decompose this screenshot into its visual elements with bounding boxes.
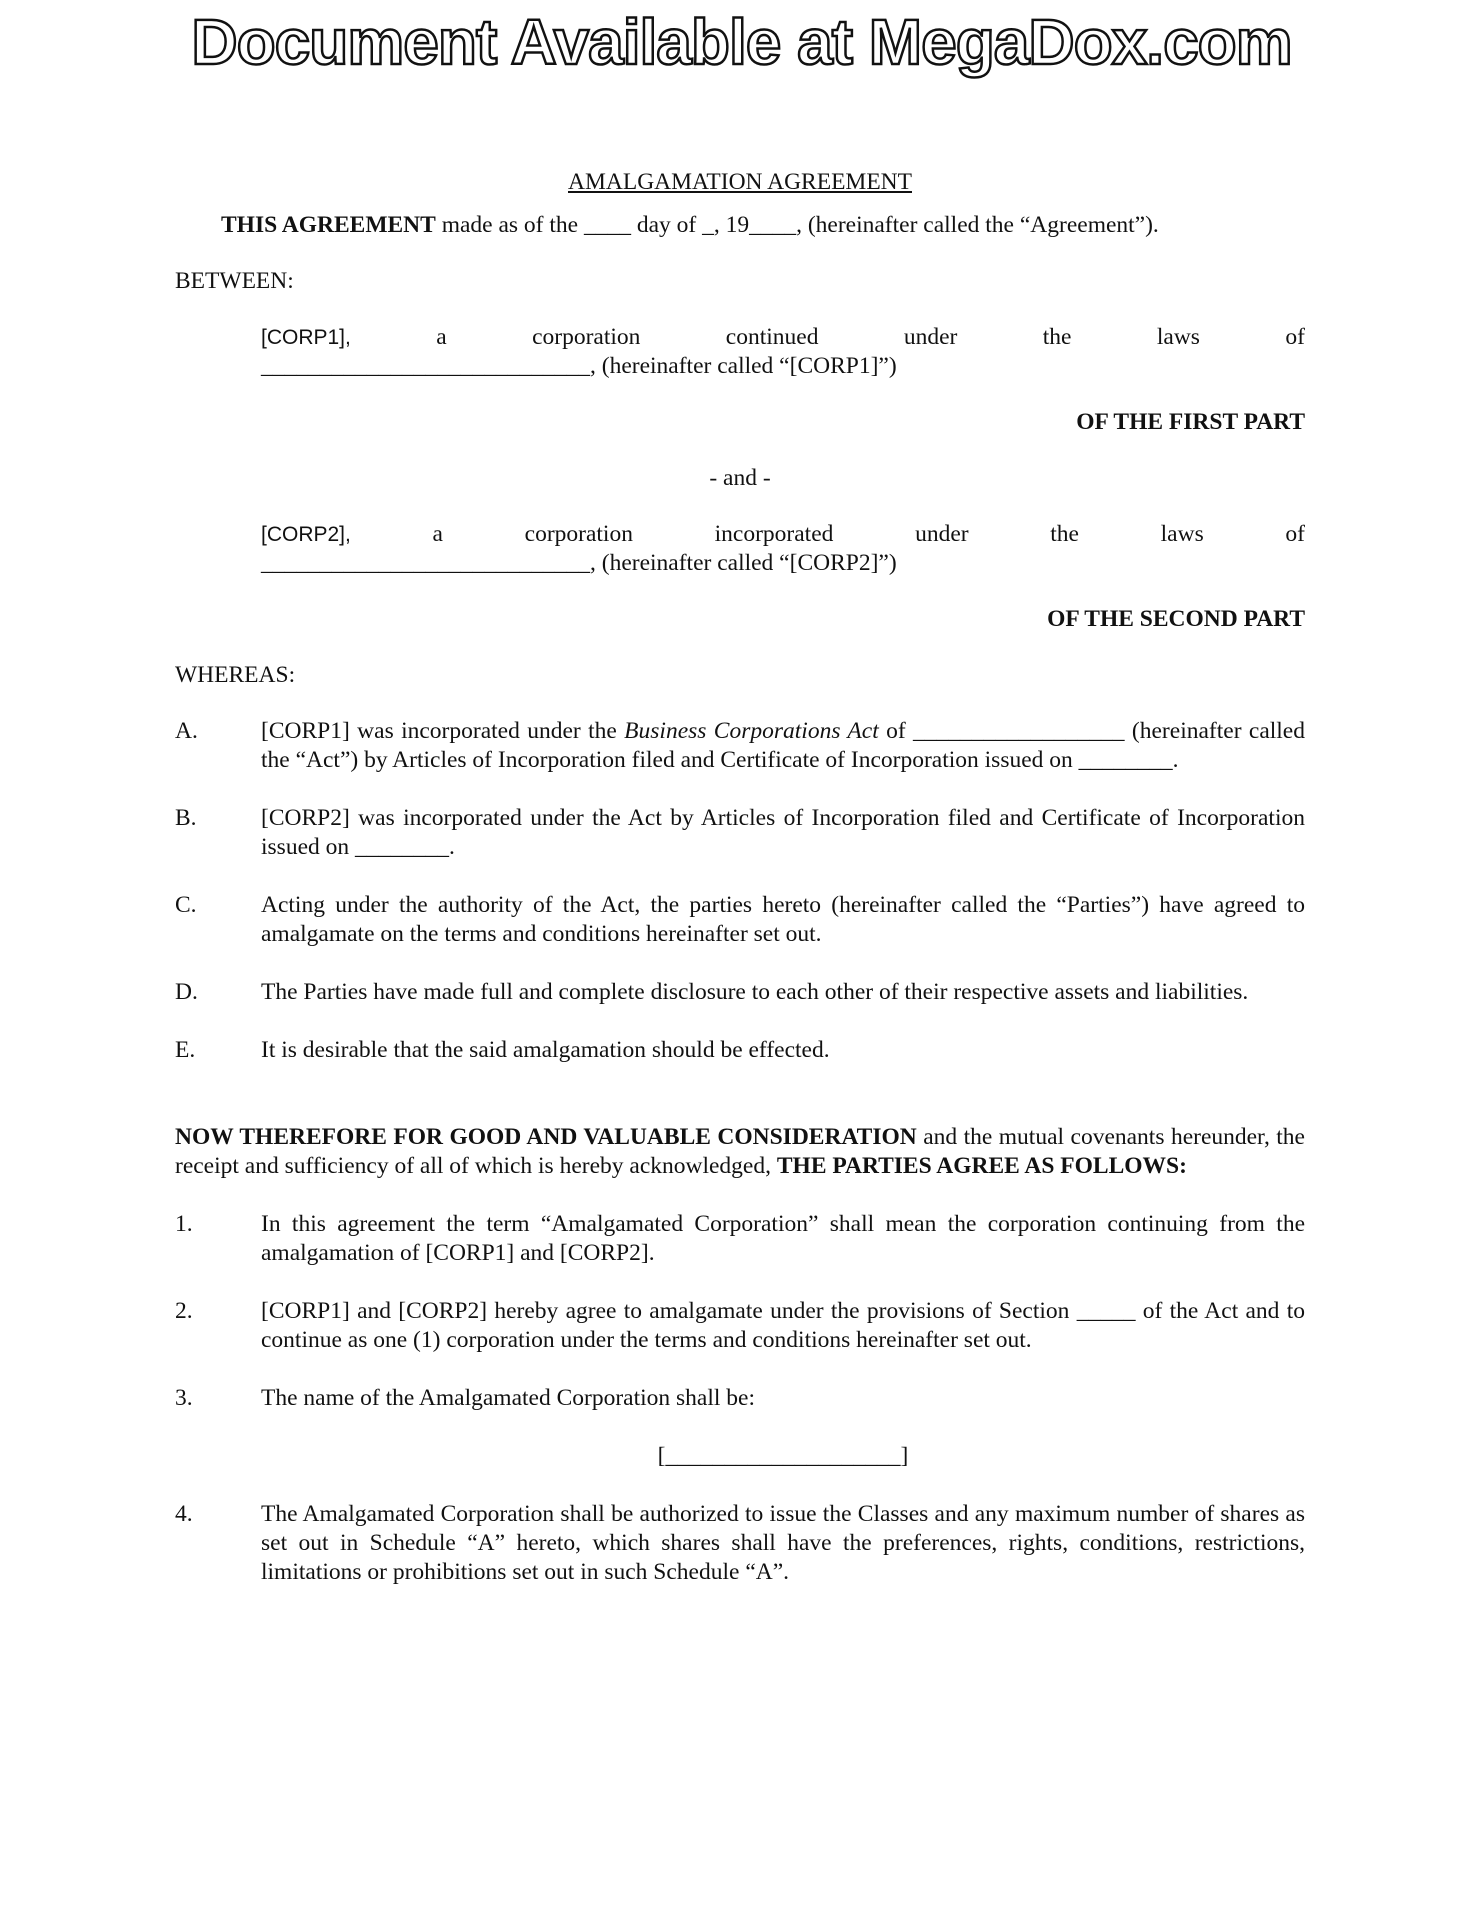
clause-label: 4. (175, 1501, 193, 1527)
opening-paragraph (175, 211, 1305, 240)
recital-text: The Parties have made full and complete disclosure to each other of their respective assets and liabilities. (261, 979, 1249, 1005)
recital-label: D. (175, 979, 198, 1005)
party-one-word: [CORP1], (261, 326, 351, 349)
second-part-label: OF THE SECOND PART (1047, 606, 1305, 632)
party-one-line2: ____________________________, (hereinafter called “[CORP1]”) (261, 353, 897, 379)
now-therefore-paragraph (175, 1123, 1305, 1181)
recital-label: E. (175, 1037, 196, 1063)
clause-item (175, 1210, 1305, 1268)
party-one-word: the (1042, 324, 1072, 350)
watermark-banner: Document Available at MegaDox.com (191, 6, 1292, 78)
first-part-label: OF THE FIRST PART (1076, 409, 1305, 435)
recital-text-pre: [CORP1] was incorporated under the (261, 718, 625, 744)
recital-text-post: of __________________ (hereinafter called the “Act”) by Articles of Incorporation filed and Certificate of Incorporation issued on ________. (261, 718, 1305, 773)
clause-text: The name of the Amalgamated Corporation shall be: (261, 1385, 756, 1411)
party-two-word: corporation (524, 521, 633, 547)
clause-item (175, 1500, 1305, 1587)
parties-agree-bold: THE PARTIES AGREE AS FOLLOWS: (776, 1153, 1187, 1179)
party-one-word: corporation (532, 324, 641, 350)
clause-text: [CORP1] and [CORP2] hereby agree to amalgamate under the provisions of Section _____ of the Act and to continue as one (1) corporation under the terms and conditions hereinafter set out. (261, 1298, 1305, 1353)
party-two-line1 (261, 520, 1305, 549)
clause-label: 1. (175, 1211, 193, 1237)
now-therefore-bold: NOW THEREFORE FOR GOOD AND VALUABLE CONSIDERATION (175, 1124, 917, 1150)
clause-item (175, 1297, 1305, 1355)
clause-text: The Amalgamated Corporation shall be authorized to issue the Classes and any maximum number of shares as set out in Schedule “A” hereto, which shares shall have the preferences, rights, conditions, restrictions, limitations or prohibitions set out in such Schedule “A”. (261, 1501, 1305, 1585)
recital-item (175, 1036, 1305, 1065)
recital-label: C. (175, 892, 197, 918)
between-label: BETWEEN: (175, 268, 294, 294)
and-separator: - and - (709, 465, 771, 491)
party-two-word: of (1285, 521, 1305, 547)
clause-item (175, 1384, 1305, 1413)
party-one-word: laws (1156, 324, 1200, 350)
party-two-word: under (915, 521, 969, 547)
party-one-word: under (903, 324, 958, 350)
clause-label: 3. (175, 1385, 193, 1411)
opening-bold: THIS AGREEMENT (221, 212, 436, 238)
recital-item (175, 891, 1305, 949)
party-one-word: a (436, 324, 447, 350)
document-title: AMALGAMATION AGREEMENT (568, 169, 912, 195)
party-two-word: [CORP2], (261, 523, 351, 546)
recital-text: It is desirable that the said amalgamation should be effected. (261, 1037, 830, 1063)
whereas-label: WHEREAS: (175, 662, 296, 688)
recital-label: A. (175, 718, 198, 744)
party-one-line1 (261, 323, 1305, 352)
clause-text: In this agreement the term “Amalgamated Corporation” shall mean the corporation continuing from the amalgamation of [CORP1] and [CORP2]. (261, 1211, 1305, 1266)
document-body (175, 168, 1305, 1616)
recital-item (175, 804, 1305, 862)
recital-label: B. (175, 805, 197, 831)
opening-text: made as of the ____ day of _, 19____, (hereinafter called the “Agreement”). (435, 212, 1159, 238)
party-two (175, 520, 1305, 578)
party-one-word: continued (725, 324, 819, 350)
now-therefore-text: and the mutual covenants hereunder, the receipt and sufficiency of all of which is hereby acknowledged, (175, 1124, 1305, 1179)
recital-item (175, 978, 1305, 1007)
recital-text-italic: Business Corporations Act (624, 718, 879, 744)
corporation-name-blank: [____________________] (657, 1443, 909, 1469)
party-two-word: the (1050, 521, 1079, 547)
recital-item (175, 717, 1305, 775)
party-two-word: laws (1160, 521, 1204, 547)
recital-text: Acting under the authority of the Act, the parties hereto (hereinafter called the “Parties”) have agreed to amalgamate on the terms and conditions hereinafter set out. (261, 892, 1305, 947)
recital-text (261, 717, 1305, 775)
party-two-line2: ____________________________, (hereinafter called “[CORP2]”) (261, 550, 897, 576)
party-two-word: a (432, 521, 443, 547)
clause-label: 2. (175, 1298, 193, 1324)
party-one (175, 323, 1305, 381)
recital-text: [CORP2] was incorporated under the Act by Articles of Incorporation filed and Certificate of Incorporation issued on ________. (261, 805, 1305, 860)
party-one-word: of (1285, 324, 1305, 350)
party-two-word: incorporated (714, 521, 834, 547)
